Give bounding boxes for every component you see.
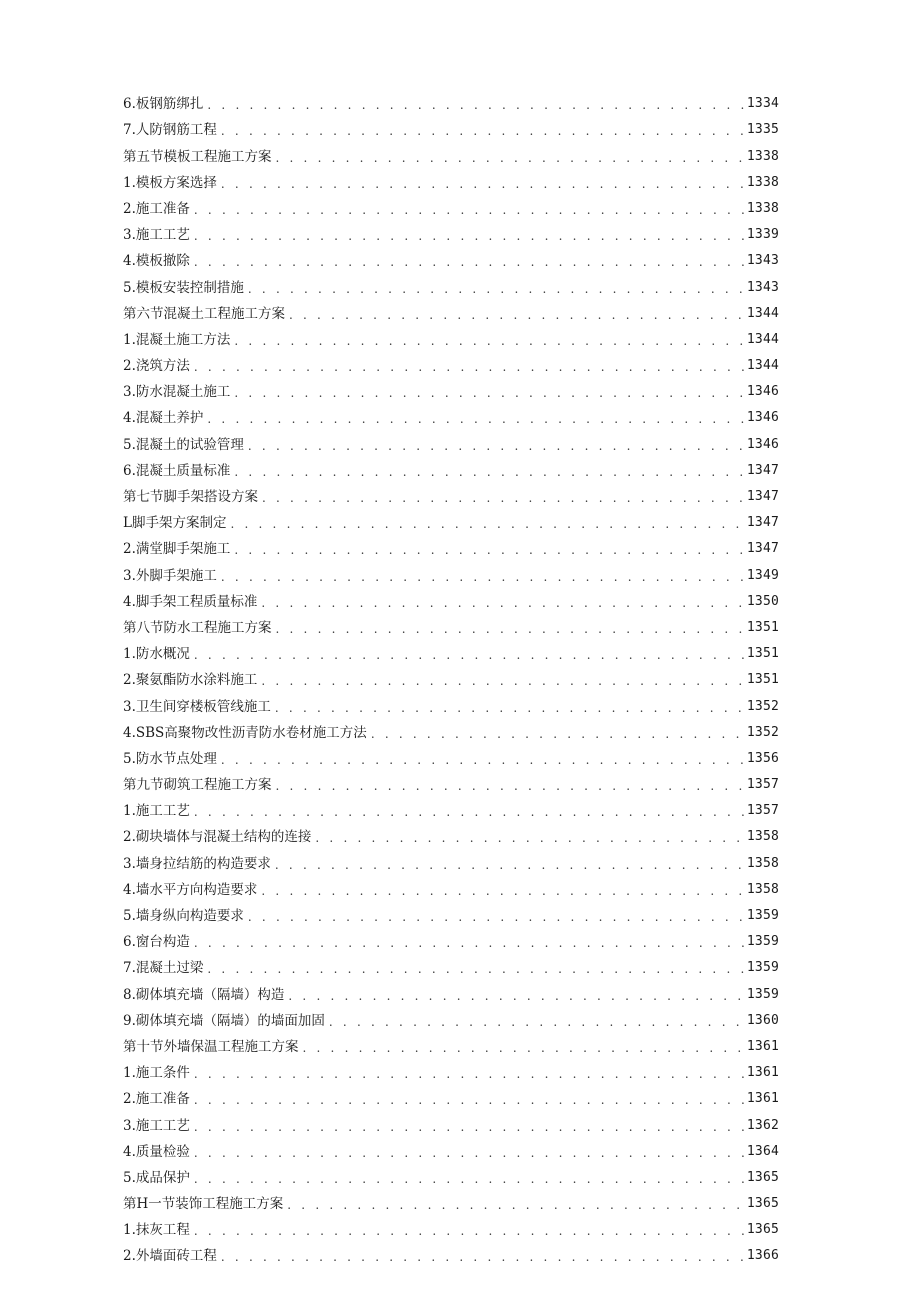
toc-entry[interactable] [123, 428, 779, 454]
toc-entry-leader-dots [288, 987, 745, 1005]
toc-entry-title: 6.板钢筋绑扎 [123, 96, 204, 113]
toc-entry[interactable] [123, 1005, 779, 1031]
toc-entry-leader-dots [234, 463, 745, 481]
toc-entry-leader-dots [207, 410, 745, 428]
toc-entry-title: 9.砌体填充墙（隔墙）的墙面加固 [123, 1012, 325, 1029]
toc-entry-leader-dots [248, 437, 745, 455]
toc-entry[interactable] [123, 455, 779, 481]
toc-entry-leader-dots [194, 934, 745, 952]
toc-entry-title: 2.施工准备 [123, 1091, 190, 1108]
toc-entry[interactable] [123, 952, 779, 978]
toc-entry[interactable] [123, 1083, 779, 1109]
toc-entry-page-number: 1351 [746, 646, 779, 662]
toc-entry-leader-dots [194, 1144, 745, 1162]
toc-entry-leader-dots [371, 725, 745, 743]
toc-entry-title: 2.施工准备 [123, 200, 190, 217]
toc-entry-leader-dots [221, 1248, 745, 1266]
toc-entry-page-number: 1358 [746, 829, 779, 845]
toc-entry-title: 1.施工工艺 [123, 803, 190, 820]
toc-entry-title: 1.施工条件 [123, 1065, 190, 1082]
toc-entry-page-number: 1334 [746, 96, 779, 112]
toc-entry-page-number: 1346 [746, 384, 779, 400]
toc-entry-title: 1.防水概况 [123, 646, 190, 663]
toc-entry[interactable] [123, 114, 779, 140]
toc-entry[interactable] [123, 140, 779, 166]
toc-entry-leader-dots [194, 253, 745, 271]
toc-entry-title: 4.混凝土养护 [123, 410, 204, 427]
toc-entry-page-number: 1347 [746, 489, 779, 504]
toc-entry[interactable] [123, 612, 779, 638]
toc-entry[interactable] [123, 586, 779, 612]
toc-entry-leader-dots [261, 594, 745, 612]
toc-entry-page-number: 1357 [746, 803, 779, 819]
toc-entry-leader-dots [276, 777, 745, 795]
toc-entry[interactable] [123, 874, 779, 900]
toc-entry[interactable] [123, 350, 779, 376]
toc-entry-page-number: 1346 [746, 410, 779, 426]
toc-entry-leader-dots [329, 1013, 745, 1031]
toc-entry-page-number: 1339 [746, 227, 779, 243]
toc-entry[interactable] [123, 402, 779, 428]
toc-entry-leader-dots [261, 672, 745, 690]
toc-entry-title: 1.混凝土施工方法 [123, 331, 231, 348]
toc-entry[interactable] [123, 533, 779, 559]
toc-entry-page-number: 1335 [746, 122, 779, 138]
toc-entry-page-number: 1359 [746, 908, 779, 923]
toc-entry-title: 第八节防水工程施工方案 [123, 619, 272, 636]
toc-entry-page-number: 1347 [746, 541, 779, 557]
toc-entry-leader-dots [262, 489, 745, 507]
toc-entry-leader-dots [221, 568, 745, 586]
toc-entry-page-number: 1359 [746, 986, 779, 1002]
toc-entry-title: 3.防水混凝土施工 [123, 384, 231, 401]
toc-entry-title: 4.SBS高聚物改性沥青防水卷材施工方法 [123, 724, 367, 741]
toc-entry-page-number: 1344 [746, 358, 779, 374]
toc-entry-title: 第六节混凝土工程施工方案 [123, 305, 285, 322]
toc-entry-page-number: 1352 [746, 724, 779, 740]
toc-entry-title: 2.浇筑方法 [123, 358, 190, 375]
toc-entry-page-number: 1346 [746, 436, 779, 452]
toc-entry-title: 5.防水节点处理 [123, 750, 217, 767]
toc-entry-title: 7.人防钢筋工程 [123, 122, 217, 139]
toc-entry-page-number: 1338 [746, 200, 779, 216]
toc-entry-leader-dots [194, 227, 745, 245]
toc-entry-title: 1.模板方案选择 [123, 174, 217, 191]
toc-entry-leader-dots [287, 1196, 745, 1214]
toc-entry[interactable] [123, 978, 779, 1004]
toc-entry[interactable] [123, 1240, 779, 1266]
toc-entry[interactable] [123, 1136, 779, 1162]
toc-entry-page-number: 1359 [746, 960, 779, 976]
toc-entry-title: 第十节外墙保温工程施工方案 [123, 1038, 299, 1055]
toc-entry[interactable] [123, 507, 779, 533]
toc-entry-title: 3.施工工艺 [123, 227, 190, 244]
toc-entry-leader-dots [194, 358, 745, 376]
toc-entry-leader-dots [248, 908, 745, 926]
toc-entry-page-number: 1361 [746, 1091, 779, 1107]
toc-entry[interactable] [123, 245, 779, 271]
toc-entry-leader-dots [230, 515, 744, 533]
toc-entry[interactable] [123, 690, 779, 716]
toc-entry[interactable] [123, 167, 779, 193]
toc-entry-page-number: 1349 [746, 567, 779, 583]
toc-entry-page-number: 1356 [746, 750, 779, 766]
toc-entry-page-number: 1352 [746, 698, 779, 714]
toc-entry-leader-dots [303, 1039, 745, 1057]
toc-entry-title: 2.砌块墙体与混凝土结构的连接 [123, 829, 312, 846]
toc-entry[interactable] [123, 1162, 779, 1188]
toc-entry[interactable] [123, 88, 779, 114]
toc-entry-page-number: 1361 [746, 1065, 779, 1081]
toc-entry[interactable] [123, 1031, 779, 1057]
toc-entry[interactable] [123, 926, 779, 952]
toc-entry-page-number: 1362 [746, 1117, 779, 1133]
toc-entry-leader-dots [276, 620, 745, 638]
toc-entry[interactable] [123, 193, 779, 219]
toc-entry-title: 4.质量检验 [123, 1143, 190, 1160]
toc-entry[interactable] [123, 1188, 779, 1214]
toc-entry-page-number: 1344 [746, 331, 779, 347]
toc-entry-page-number: 1357 [746, 777, 779, 793]
toc-entry-leader-dots [234, 384, 745, 402]
toc-entry-page-number: 1347 [746, 462, 779, 478]
toc-entry-leader-dots [194, 646, 745, 664]
toc-entry-title: 5.混凝土的试验管理 [123, 436, 244, 453]
toc-entry-title: 6.混凝土质量标准 [123, 462, 231, 479]
toc-entry[interactable] [123, 219, 779, 245]
toc-entry-leader-dots [315, 829, 745, 847]
toc-entry-leader-dots [194, 1222, 745, 1240]
toc-entry-leader-dots [194, 1091, 745, 1109]
toc-entry-leader-dots [194, 201, 745, 219]
toc-entry-title: 2.外墙面砖工程 [123, 1248, 217, 1265]
toc-entry-title: 4.墙水平方向构造要求 [123, 881, 258, 898]
toc-entry[interactable] [123, 664, 779, 690]
toc-entry[interactable] [123, 324, 779, 350]
toc-entry-leader-dots [234, 541, 745, 559]
toc-entry-page-number: 1361 [746, 1038, 779, 1054]
toc-entry-title: 5.成品保护 [123, 1169, 190, 1186]
toc-entry[interactable] [123, 271, 779, 297]
toc-entry[interactable] [123, 1214, 779, 1240]
toc-entry-page-number: 1338 [746, 148, 779, 164]
table-of-contents [123, 88, 779, 1266]
toc-entry-title: 2.聚氨酯防水涂料施工 [123, 672, 258, 689]
toc-entry-page-number: 1343 [746, 253, 779, 269]
toc-entry-page-number: 1351 [746, 619, 779, 635]
toc-entry-title: 第九节砌筑工程施工方案 [123, 777, 272, 794]
toc-entry-title: 2.满堂脚手架施工 [123, 541, 231, 558]
toc-entry-title: 5.模板安装控制措施 [123, 279, 244, 296]
toc-entry-page-number: 1344 [746, 305, 779, 321]
toc-entry-leader-dots [248, 280, 745, 298]
toc-entry-page-number: 1365 [746, 1196, 779, 1212]
toc-entry-page-number: 1347 [746, 515, 779, 531]
toc-entry-leader-dots [275, 699, 745, 717]
toc-entry-leader-dots [194, 803, 745, 821]
toc-entry-title: 1.抹灰工程 [123, 1222, 190, 1239]
toc-entry-page-number: 1358 [746, 855, 779, 871]
toc-entry-title: 3.外脚手架施工 [123, 567, 217, 584]
toc-entry-title: 4.脚手架工程质量标准 [123, 593, 258, 610]
toc-entry-leader-dots [221, 751, 745, 769]
toc-entry-title: 5.墙身纵向构造要求 [123, 908, 244, 924]
toc-entry-leader-dots [207, 96, 745, 114]
toc-entry[interactable] [123, 795, 779, 821]
toc-entry[interactable] [123, 481, 779, 507]
toc-entry-page-number: 1351 [746, 672, 779, 688]
toc-entry[interactable] [123, 900, 779, 926]
toc-entry[interactable] [123, 1109, 779, 1135]
toc-entry-leader-dots [221, 175, 745, 193]
toc-entry-page-number: 1359 [746, 934, 779, 950]
toc-entry-leader-dots [275, 856, 745, 874]
toc-entry-leader-dots [194, 1118, 745, 1136]
toc-entry-leader-dots [276, 149, 745, 167]
toc-entry[interactable] [123, 769, 779, 795]
toc-entry[interactable] [123, 1057, 779, 1083]
toc-entry-title: 第H一节装饰工程施工方案 [123, 1196, 284, 1213]
toc-entry-leader-dots [221, 122, 745, 140]
toc-entry-page-number: 1365 [746, 1222, 779, 1238]
toc-entry-page-number: 1338 [746, 174, 779, 190]
toc-entry-page-number: 1366 [746, 1248, 779, 1264]
toc-entry[interactable] [123, 847, 779, 873]
toc-entry-title: 3.卫生间穿楼板管线施工 [123, 698, 271, 715]
toc-entry-leader-dots [194, 1065, 745, 1083]
toc-entry[interactable] [123, 743, 779, 769]
toc-entry-title: 4.模板撤除 [123, 253, 190, 270]
toc-entry-page-number: 1343 [746, 279, 779, 295]
toc-entry-title: L脚手架方案制定 [123, 515, 227, 532]
toc-entry-title: 8.砌体填充墙（隔墙）构造 [123, 986, 285, 1003]
toc-entry-page-number: 1364 [746, 1143, 779, 1159]
toc-entry-title: 3.墙身拉结筋的构造要求 [123, 855, 271, 872]
toc-entry-leader-dots [289, 306, 745, 324]
toc-entry[interactable] [123, 717, 779, 743]
toc-entry-title: 第七节脚手架搭设方案 [123, 489, 258, 505]
toc-entry[interactable] [123, 298, 779, 324]
toc-entry-page-number: 1365 [746, 1169, 779, 1185]
toc-entry-page-number: 1358 [746, 881, 779, 897]
toc-entry[interactable] [123, 376, 779, 402]
toc-entry-leader-dots [234, 332, 745, 350]
toc-entry-title: 第五节模板工程施工方案 [123, 148, 272, 165]
toc-entry[interactable] [123, 821, 779, 847]
toc-entry-leader-dots [261, 882, 745, 900]
toc-entry-title: 7.混凝土过梁 [123, 960, 204, 977]
toc-entry[interactable] [123, 638, 779, 664]
toc-entry-page-number: 1350 [746, 593, 779, 609]
toc-entry-title: 3.施工工艺 [123, 1117, 190, 1134]
toc-entry-page-number: 1360 [746, 1012, 779, 1028]
toc-entry-leader-dots [207, 960, 745, 978]
toc-entry-leader-dots [194, 1170, 745, 1188]
toc-entry[interactable] [123, 559, 779, 585]
toc-entry-title: 6.窗台构造 [123, 934, 190, 951]
